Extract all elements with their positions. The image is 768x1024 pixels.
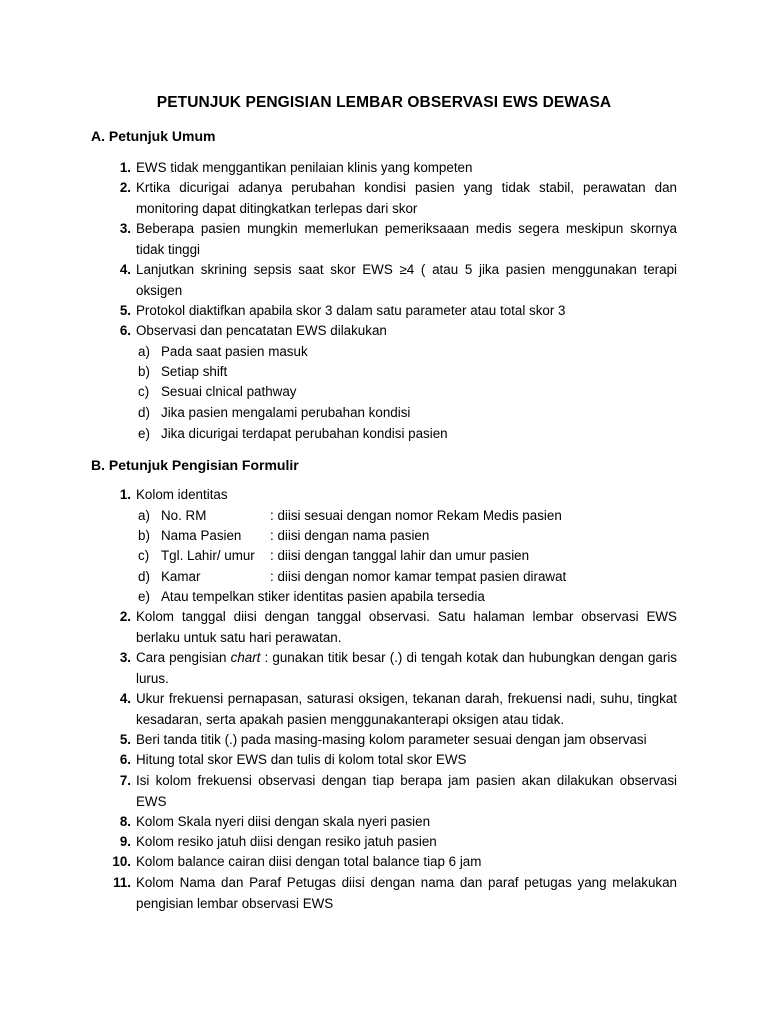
chart-word: chart [230,650,261,665]
list-text: Beri tanda titik (.) pada masing-masing kolom parameter sesuai dengan jam observasi [136,732,647,747]
list-text: Kolom Nama dan Paraf Petugas diisi dengan nama dan paraf petugas yang melakukan pengisian lembar observasi EWS [136,875,677,911]
list-number: 3. [119,650,131,665]
list-number: 2. [119,180,131,195]
section-b-heading: B. Petunjuk Pengisian Formulir [91,457,299,473]
list-item [109,750,677,771]
list-number: 6. [119,323,131,338]
list-number: 3. [119,221,131,236]
chart-instruction-pre: Cara pengisian [136,650,231,665]
list-number: 8. [119,814,131,829]
identity-value: : diisi dengan nomor kamar tempat pasien dirawat [270,569,567,584]
list-number: 1. [119,160,131,175]
list-item [109,730,677,751]
chart-instruction-post: : gunakan titik besar (.) di tengah kotak dan hubungkan dengan garis lurus. [136,650,678,686]
list-number: 6. [119,752,131,767]
document-title: PETUNJUK PENGISIAN LEMBAR OBSERVASI EWS DEWASA [156,94,612,111]
identity-note: Atau tempelkan stiker identitas pasien apabila tersedia [161,589,485,604]
sub-letter: c) [138,384,150,399]
list-text: Krtika dicurigai adanya perubahan kondisi pasien yang tidak stabil, perawatan dan monitoring dapat ditingkatkan terlepas dari skor [136,180,677,216]
list-number: 9. [119,834,131,849]
sub-letter: a) [138,344,150,359]
list-text [136,648,677,689]
list-number: 5. [119,303,131,318]
list-item [109,771,677,812]
list-item [109,607,677,648]
list-item [109,485,677,506]
sub-text: Jika dicurigai terdapat perubahan kondisi pasien [161,426,448,441]
sub-text: Pada saat pasien masuk [161,344,308,359]
list-item [109,260,677,301]
list-number: 4. [119,262,131,277]
list-text: Kolom Skala nyeri diisi dengan skala nyeri pasien [136,814,431,829]
identity-label: Nama Pasien [161,528,242,543]
list-text: Observasi dan pencatatan EWS dilakukan [136,323,387,338]
list-item [109,158,677,179]
list-item [109,219,677,260]
list-number: 11. [113,875,131,890]
list-number: 5. [119,732,131,747]
list-item [109,812,677,833]
list-text: Kolom balance cairan diisi dengan total balance tiap 6 jam [136,854,482,869]
identity-label: Kamar [161,569,201,584]
list-number: 1. [119,487,131,502]
list-item [109,873,677,914]
list-text: Beberapa pasien mungkin memerlukan pemeriksaaan medis segera meskipun skornya tidak tinggi [136,221,677,257]
list-text: Lanjutkan skrining sepsis saat skor EWS ≥4 ( atau 5 jika pasien menggunakan terapi oksigen [136,262,677,298]
list-item [109,321,677,342]
list-number: 7. [119,773,131,788]
section-a-heading: A. Petunjuk Umum [91,128,216,144]
sub-letter: b) [138,364,150,379]
sub-letter: c) [138,548,150,563]
identity-label: Tgl. Lahir/ umur [161,548,255,563]
list-item [109,689,677,730]
list-number: 2. [119,609,131,624]
sub-letter: e) [138,589,150,604]
sub-letter: d) [138,405,150,420]
list-text: Ukur frekuensi pernapasan, saturasi oksigen, tekanan darah, frekuensi nadi, suhu, tingkat kesadaran, serta apakah pasien menggunakanterapi oksigen atau tidak. [136,691,677,727]
identity-value: : diisi dengan tanggal lahir dan umur pasien [270,548,530,563]
list-item [109,648,677,689]
sub-text: Setiap shift [161,364,228,379]
sub-text: Jika pasien mengalami perubahan kondisi [161,405,411,420]
sub-letter: b) [138,528,150,543]
list-text: Kolom tanggal diisi dengan tanggal observasi. Satu halaman lembar observasi EWS berlaku untuk satu hari perawatan. [136,609,677,645]
sub-letter: d) [138,569,150,584]
identity-label: No. RM [161,508,207,523]
list-item [109,852,677,873]
list-text: EWS tidak menggantikan penilaian klinis yang kompeten [136,160,473,175]
list-number: 10. [112,854,131,869]
list-item [109,832,677,853]
identity-value: : diisi dengan nama pasien [270,528,430,543]
list-item [109,178,677,219]
list-text: Kolom resiko jatuh diisi dengan resiko jatuh pasien [136,834,437,849]
sub-letter: a) [138,508,150,523]
sub-letter: e) [138,426,150,441]
list-text: Kolom identitas [136,487,228,502]
identity-value: : diisi sesuai dengan nomor Rekam Medis pasien [270,508,562,523]
list-text: Hitung total skor EWS dan tulis di kolom total skor EWS [136,752,467,767]
list-item [109,301,677,322]
sub-text: Sesuai clnical pathway [161,384,297,399]
list-number: 4. [119,691,131,706]
list-text: Isi kolom frekuensi observasi dengan tiap berapa jam pasien akan dilakukan observasi EWS [136,773,677,809]
list-text: Protokol diaktifkan apabila skor 3 dalam satu parameter atau total skor 3 [136,303,566,318]
